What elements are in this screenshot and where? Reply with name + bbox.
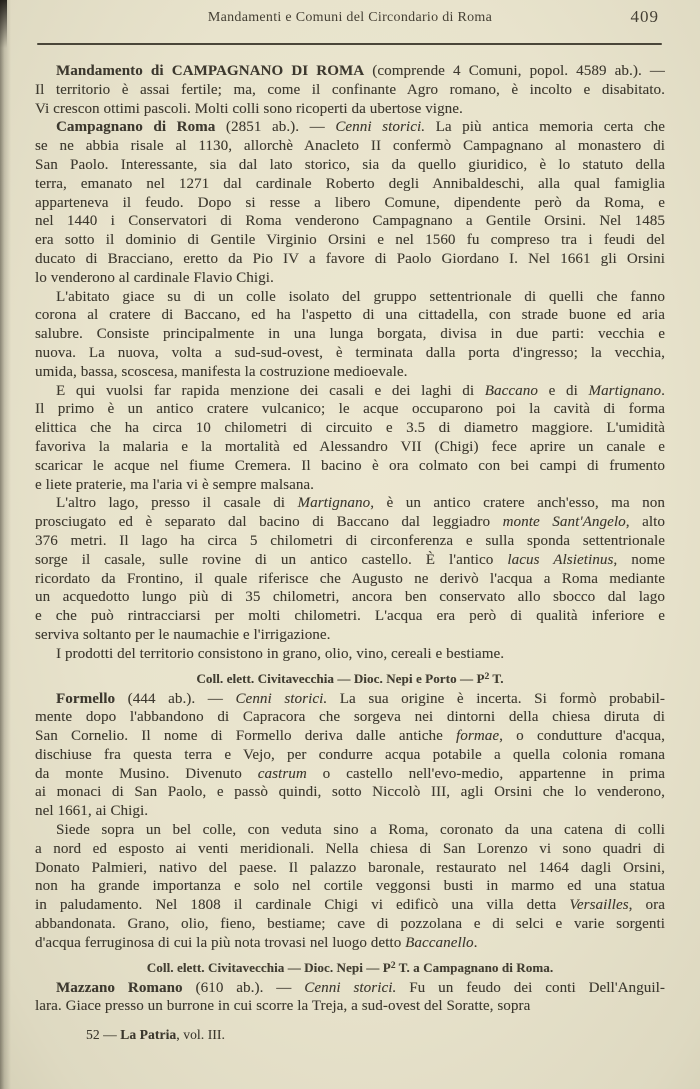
text-line: apparteneva il feudo. Dopo si resse a libero Comune, dipendente però da Roma, e: [35, 194, 665, 211]
text-line: Coll. elett. Civitavecchia — Dioc. Nepi e Porto — $P^2$ T.: [196, 670, 504, 686]
paragraph-mandamento-campagnano: [35, 62, 665, 118]
text-line: nel 1440 i Conservatori di Roma venderono Campagnano a Gentile Orsini. Nel 1485: [35, 213, 665, 230]
text-line: San Cornelio. Il nome di Formello deriva dalle antiche formae, o condutture d'acqua,: [35, 728, 665, 745]
text-line: I prodotti del territorio consistono in grano, olio, vino, cereali e bestiame.: [56, 645, 505, 662]
electoral-note-formello: [35, 957, 665, 975]
text-line: terra, emanato nel 1271 dal cardinale Roberto degli Annibaldeschi, alla qual famiglia: [35, 175, 665, 192]
text-line: Il primo è un antico cratere vulcanico; le acque occuparono poi la cavità di forma: [35, 401, 665, 418]
text-line: nel 1661, ai Chigi.: [35, 803, 149, 820]
text-line: e che può rintracciarsi per molti chilometri. L'acqua era però di qualità inferiore e: [35, 608, 665, 625]
text-line: L'altro lago, presso il casale di Martignano, è un antico cratere anch'esso, ma non: [56, 495, 665, 512]
text-line: favoriva la malaria e la mortalità ed Alessandro VII (Chigi) fece aprire un canale e: [35, 438, 665, 455]
text-line: sorge il casale, sulle rovine di un antico castello. È l'antico lacus Alsietinus, nome: [35, 551, 665, 568]
text-line: ricordato da Frontino, il quale riferisce che Augusto ne derivò l'acqua a Roma mediante: [35, 570, 665, 587]
text-line: 376 metri. Il lago ha circa 5 chilometri di circonferenza e sulla sponda settentrionale: [35, 532, 665, 549]
paragraph-formello-cenni-storici: [35, 690, 665, 822]
scan-edge-shadow: [0, 0, 11, 1089]
text-line: Donato Palmieri, nativo del paese. Il palazzo baronale, restaurato nel 1464 dagli Orsini,: [35, 859, 665, 876]
text-line: a nord ed esposto ai venti meridionali. Nella chiesa di San Lorenzo vi sono quadri di: [35, 840, 665, 857]
text-line: serviva soltanto per le naumachie e l'irrigazione.: [35, 626, 331, 643]
text-line: da monte Musino. Divenuto castrum o castello nell'evo-medio, appartenne in prima: [35, 765, 665, 782]
text-line: in paludamento. Nel 1808 il cardinale Chigi vi edificò una villa detta Versailles, ora: [35, 897, 665, 914]
electoral-note-campagnano: [35, 668, 665, 686]
text-line: L'abitato giace su di un colle isolato del gruppo settentrionale di quelli che fanno: [56, 288, 665, 305]
paragraph-abitato: [35, 288, 665, 382]
text-line: e liete praterie, ma l'aria vi è sempre malsana.: [35, 476, 315, 493]
text-line: non ha grande importanza e solo nel cortile veggonsi busti in marmo ed una statua: [35, 878, 665, 895]
text-line: lo venderono al cardinale Flavio Chigi.: [35, 269, 274, 286]
footer-signature: [35, 1026, 665, 1044]
text-line: se ne abbia risale al 1130, allorchè Anacleto II confermò Campagnano al monastero di: [35, 138, 665, 155]
text-line: lara. Giace presso un burrone in cui scorre la Treja, a sud-ovest del Soratte, sopra: [35, 998, 531, 1015]
text-line: d'acqua ferruginosa di cui la più nota trovasi nel luogo detto Baccanello.: [35, 934, 478, 951]
page-number: 409: [630, 7, 659, 26]
text-line: salubre. Consiste principalmente in una lunga borgata, divisa in due parti: vecchia e: [35, 326, 665, 343]
paragraph-campagnano-cenni-storici: [35, 118, 665, 287]
text-line: Campagnano di Roma (2851 ab.). — Cenni storici. La più antica memoria certa che: [56, 119, 665, 136]
paragraph-mazzano-romano: [35, 979, 665, 1017]
paragraph-formello-descrizione: [35, 821, 665, 953]
text-line: dischiuse fra questa terra e Vejo, per condurre acqua potabile a quella colonia romana: [35, 746, 665, 763]
text-line: Mandamento di CAMPAGNANO DI ROMA (comprende 4 Comuni, popol. 4589 ab.). —: [56, 63, 665, 79]
text-line: Coll. elett. Civitavecchia — Dioc. Nepi — $P^2$ T. a Campagnano di Roma.: [146, 959, 554, 975]
text-line: Mazzano Romano (610 ab.). — Cenni storici. Fu un feudo dei conti Dell'Anguil-: [56, 979, 665, 996]
text-line: era sotto il dominio di Gentile Virginio Orsini e nel 1560 fu compreso tra i feudi del: [35, 232, 665, 249]
text-line: corona al cratere di Baccano, ed ha l'aspetto di una cittadella, con strade buone ed aria: [35, 307, 665, 324]
text-line: umida, bassa, scoscesa, manifesta la costruzione medioevale.: [35, 363, 408, 380]
text-line: 52 — La Patria, vol. III.: [86, 1027, 225, 1043]
running-head-title: Mandamenti e Comuni del Circondario di Roma: [207, 10, 493, 25]
running-head: [35, 7, 665, 26]
text-line: prosciugato ed è separato dal bacino di Baccano dal leggiadro monte Sant'Angelo, alto: [35, 514, 665, 531]
text-line: abbandonata. Grano, olio, fieno, bestiame; cave di pozzolana e di selci e varie sorgenti: [35, 916, 665, 933]
text-line: E qui vuolsi far rapida menzione dei casali e dei laghi di Baccano e di Martignano.: [56, 382, 665, 399]
text-line: Siede sopra un bel colle, con veduta sino a Roma, coronato da una catena di colli: [56, 822, 665, 839]
header-rule: [37, 43, 662, 45]
text-line: ducato di Bracciano, eretto da Pio IV a favore di Paolo Giordano I. Nel 1661 gli Orsini: [35, 250, 665, 267]
text-line: Il territorio è assai fertile; ma, come il confinante Agro romano, è incolto e disabitato.: [35, 81, 665, 98]
text-line: San Paolo. Interessante, sia dal lato storico, sia da quello giuridico, è lo statuto della: [35, 156, 665, 173]
text-line: elittica che ha circa 10 chilometri di circuito e 3.5 di diametro maggiore. L'umidità: [35, 420, 665, 437]
scan-corner-mark: [0, 0, 7, 48]
paragraph-laghi-baccano: [35, 382, 665, 495]
text-line: Formello (444 ab.). — Cenni storici. La sua origine è incerta. Si formò probabil-: [56, 690, 665, 707]
text-line: scaricar le acque nel fiume Cremera. Il bacino è ora colmato con bei campi di frumento: [35, 457, 665, 474]
text-line: ai monaci di San Paolo, e passò quindi, sotto Niccolò III, agli Orsini che lo venderono,: [35, 784, 665, 801]
paragraph-prodotti: [35, 645, 665, 664]
text-line: un acquedotto lungo più di 35 chilometri, ancora ben conservato allo sbocco dal lago: [35, 589, 665, 606]
text-block: [35, 62, 665, 1044]
text-line: nuova. La nuova, volta a sud-sud-ovest, è terminata dalla porta d'ingresso; la vecchia,: [35, 344, 665, 361]
text-line: Vi crescon ottimi pascoli. Molti colli sono ricoperti da ubertose vigne.: [35, 100, 463, 117]
paragraph-lago-martignano: [35, 494, 665, 644]
text-line: mente dopo l'abbandono di Capracora che sorgeva nei dintorni della chiesa diruta di: [35, 709, 665, 726]
